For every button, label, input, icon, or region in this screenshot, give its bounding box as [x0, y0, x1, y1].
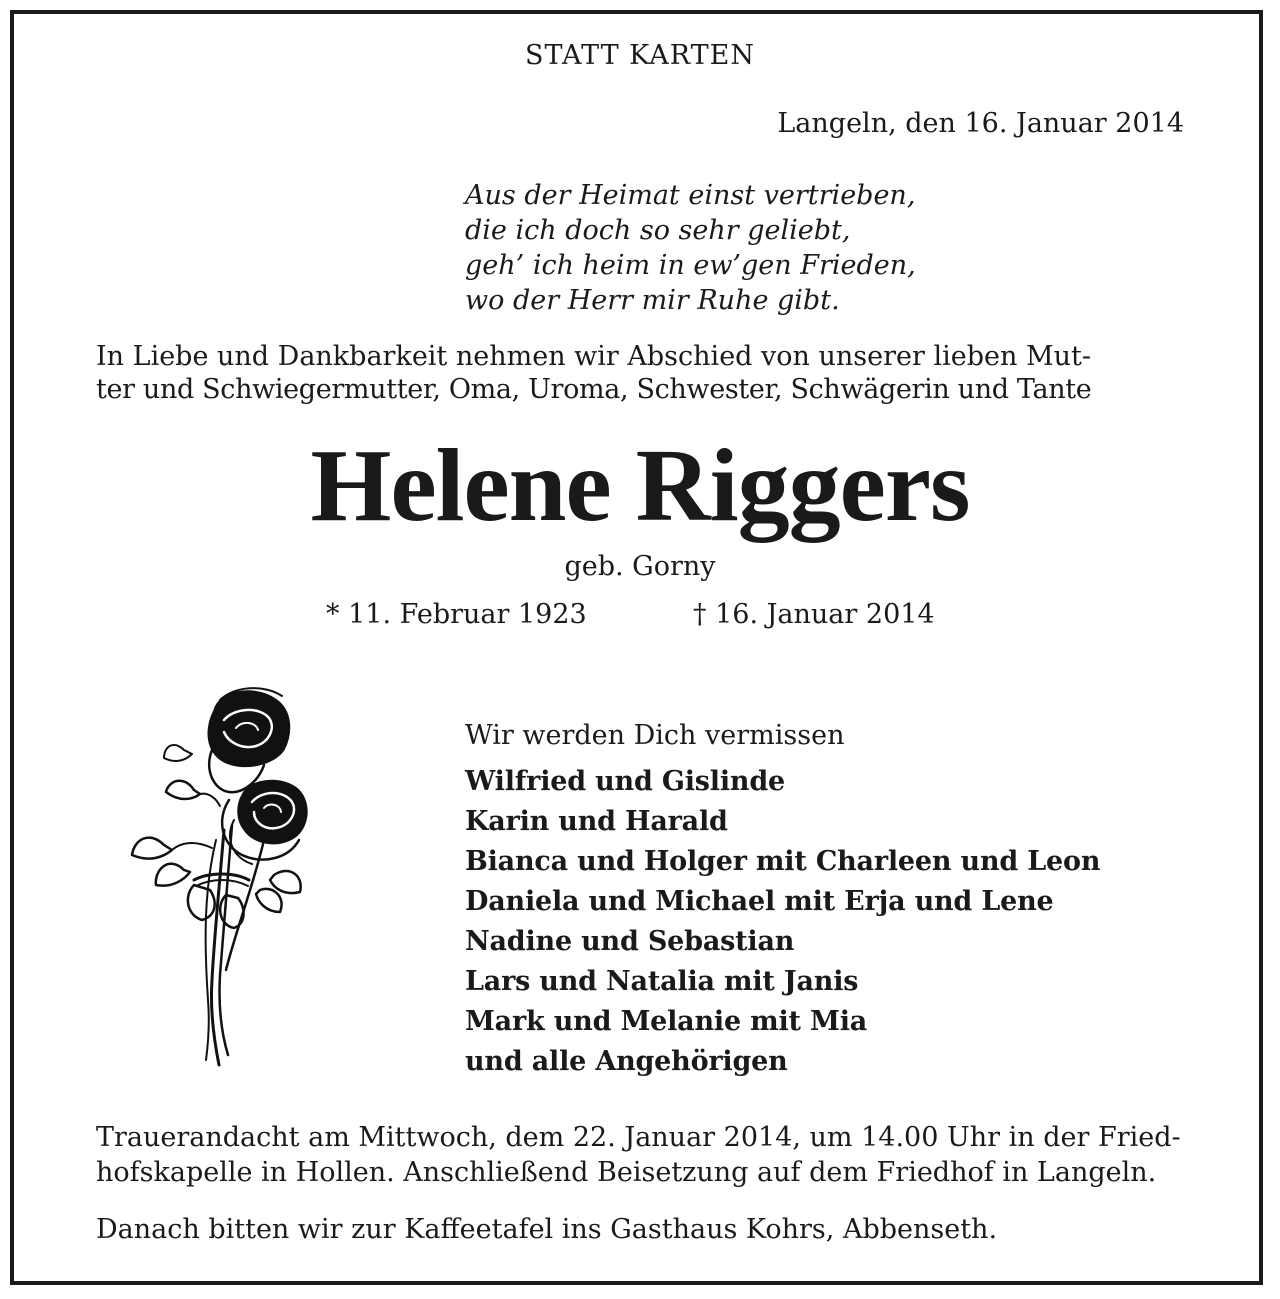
header-statt-karten: STATT KARTEN	[525, 40, 755, 71]
mourners-lead: Wir werden Dich vermissen	[465, 720, 845, 751]
mourner-line: Nadine und Sebastian	[465, 926, 795, 957]
mourner-line: Mark und Melanie mit Mia	[465, 1006, 868, 1037]
intro-text	[96, 340, 1186, 406]
mourner-line: Daniela und Michael mit Erja und Lene	[465, 886, 1054, 917]
mourners-block	[465, 718, 1100, 1082]
intro-line: ter und Schwiegermutter, Oma, Uroma, Schwester, Schwägerin und Tante	[96, 374, 1092, 405]
verse-line: wo der Herr mir Ruhe gibt.	[465, 285, 840, 316]
mourner-line: Wilfried und Gislinde	[465, 766, 785, 797]
dateline: Langeln, den 16. Januar 2014	[777, 108, 1184, 139]
birth-date: * 11. Februar 1923	[326, 599, 587, 630]
maiden-name: geb. Gorny	[564, 551, 716, 582]
intro-line: In Liebe und Dankbarkeit nehmen wir Abschied von unserer lieben Mut-	[96, 341, 1091, 372]
coffee-invitation: Danach bitten wir zur Kaffeetafel ins Gasthaus Kohrs, Abbenseth.	[96, 1214, 998, 1245]
mourner-line: Karin und Harald	[465, 806, 728, 837]
service-line: Trauerandacht am Mittwoch, dem 22. Januar 2014, um 14.00 Uhr in der Fried-	[96, 1122, 1181, 1153]
funeral-service-info	[96, 1120, 1181, 1190]
mourner-line: Bianca und Holger mit Charleen und Leon	[465, 846, 1101, 877]
mourner-line: und alle Angehörigen	[465, 1046, 788, 1077]
verse	[465, 178, 916, 318]
service-line: hofskapelle in Hollen. Anschließend Beisetzung auf dem Friedhof in Langeln.	[96, 1157, 1157, 1188]
verse-line: geh’ ich heim in ew’gen Frieden,	[465, 250, 916, 281]
deceased-name: Helene Riggers	[310, 428, 970, 543]
verse-line: Aus der Heimat einst vertrieben,	[465, 180, 916, 211]
verse-line: die ich doch so sehr geliebt,	[465, 215, 851, 246]
death-date: † 16. Januar 2014	[693, 599, 935, 630]
mourner-line: Lars und Natalia mit Janis	[465, 966, 859, 997]
rose-illustration	[124, 680, 324, 1070]
